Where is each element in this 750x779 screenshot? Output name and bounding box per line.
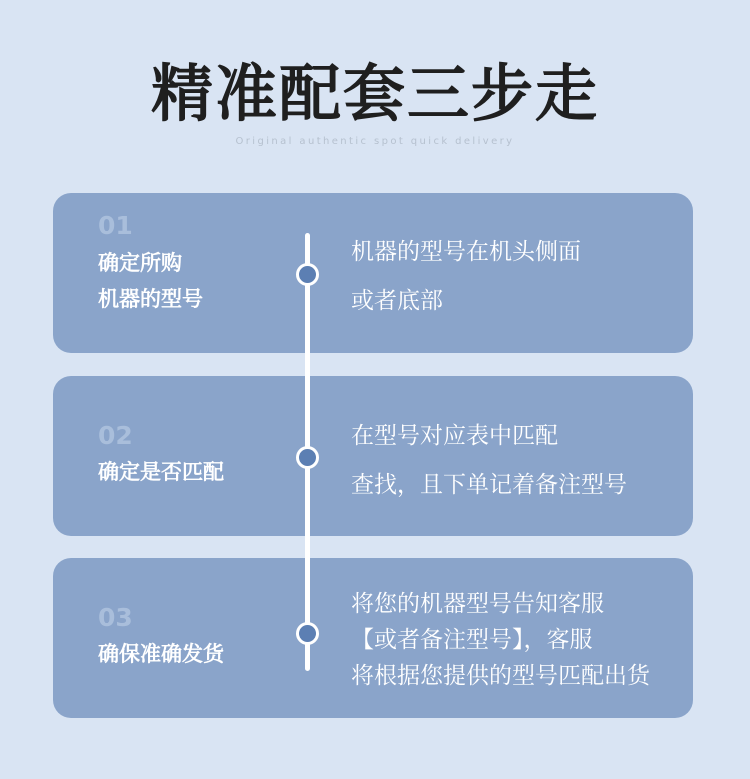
- step-card-2: [53, 376, 693, 536]
- page-title: 精准配套三步走: [150, 57, 599, 130]
- step-description-line: 或者底部: [351, 288, 443, 314]
- step-description-line: 查找，且下单记着备注型号: [351, 472, 627, 498]
- step-card-3: [53, 558, 693, 718]
- step-number: 02: [98, 421, 133, 450]
- step-number: 03: [98, 603, 133, 632]
- step-description-line: 【或者备注型号】，客服: [351, 627, 593, 653]
- step-description-line: 在型号对应表中匹配: [351, 423, 558, 449]
- timeline-dot-1: [296, 263, 319, 286]
- timeline-dot-2: [296, 446, 319, 469]
- timeline-dot-3: [296, 622, 319, 645]
- page-subtitle: Original authentic spot quick delivery: [235, 136, 515, 147]
- step-description-line: 机器的型号在机头侧面: [351, 239, 581, 265]
- step-label-line: 确定所购: [98, 251, 182, 275]
- step-number: 01: [98, 211, 133, 240]
- step-description-line: 将您的机器型号告知客服: [351, 591, 604, 617]
- step-label-line: 确保准确发货: [98, 642, 224, 666]
- step-card-1: [53, 193, 693, 353]
- step-label-line: 确定是否匹配: [98, 460, 224, 484]
- step-label-line: 机器的型号: [98, 287, 203, 311]
- step-description-line: 将根据您提供的型号匹配出货: [351, 663, 650, 689]
